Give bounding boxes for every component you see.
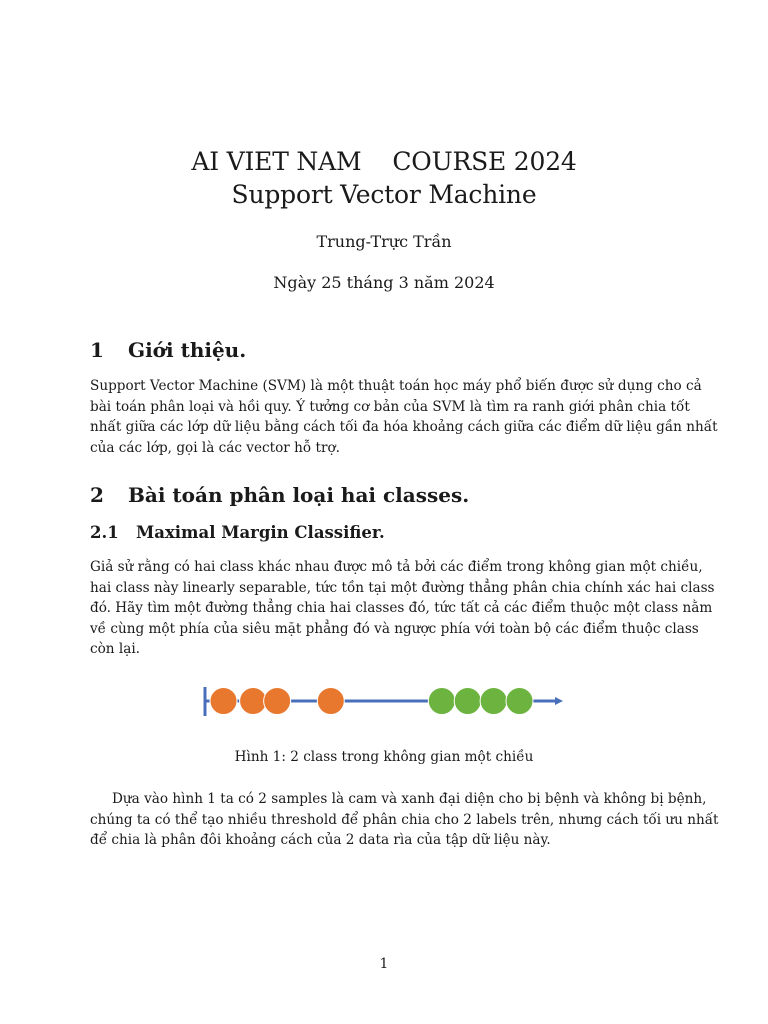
figure-1-caption: Hình 1: 2 class trong không gian một chiều — [234, 749, 534, 765]
section-2-number: 2 — [90, 483, 104, 507]
green-class-point — [480, 688, 507, 715]
green-class-point — [428, 688, 455, 715]
axis-arrow-icon — [555, 697, 563, 705]
paragraph-line: còn lại. — [90, 641, 140, 658]
section-1-title: Giới thiệu. — [128, 338, 247, 362]
paragraph-line: chúng ta có thể tạo nhiều threshold để phân chia cho 2 labels trên, nhưng cách tối ưu nhất — [90, 811, 719, 828]
section-2-title: Bài toán phân loại hai classes. — [128, 483, 470, 507]
title-line-2: Support Vector Machine — [231, 180, 537, 209]
paragraph-line: của các lớp, gọi là các vector hỗ trợ. — [90, 439, 340, 456]
title-line-1: AI VIET NAM COURSE 2024 — [191, 147, 577, 176]
one-dimensional-class-plot — [195, 680, 575, 724]
subsection-2-1-paragraph — [90, 557, 715, 660]
section-1-heading — [90, 338, 246, 362]
paragraph-line: hai class này linearly separable, tức tồn tại một đường thẳng phân chia chính xác hai class — [90, 579, 715, 596]
section-1-number: 1 — [90, 338, 104, 362]
paragraph-line: về cùng một phía của siêu mặt phẳng đó và ngược phía với toàn bộ các điểm thuộc class — [90, 620, 699, 637]
figure-1 — [195, 680, 575, 724]
orange-class-point — [210, 688, 237, 715]
paragraph-line: Giả sử rằng có hai class khác nhau được mô tả bởi các điểm trong không gian một chiều, — [90, 559, 703, 575]
paragraph-line: đó. Hãy tìm một đường thẳng chia hai classes đó, tức tất cả các điểm thuộc một class nằm — [90, 600, 713, 617]
subsection-2-1-number: 2.1 — [90, 523, 119, 542]
author: Trung-Trực Trần — [316, 232, 452, 251]
subsection-2-1-heading — [90, 523, 385, 542]
paragraph-line: để chia là phân đôi khoảng cách của 2 data rìa của tập dữ liệu này. — [90, 832, 551, 849]
subsection-2-1-title: Maximal Margin Classifier. — [136, 523, 385, 542]
section-2-heading — [90, 483, 469, 507]
orange-class-point — [317, 688, 344, 715]
orange-class-point — [264, 688, 291, 715]
paragraph-line: bài toán phân loại và hồi quy. Ý tưởng cơ bản của SVM là tìm ra ranh giới phân chia tốt — [90, 398, 690, 415]
section-1-paragraph — [90, 376, 718, 458]
paragraph-line: nhất giữa các lớp dữ liệu bằng cách tối đa hóa khoảng cách giữa các điểm dữ liệu gần nhất — [90, 419, 718, 436]
paragraph-line: Dựa vào hình 1 ta có 2 samples là cam và xanh đại diện cho bị bệnh và không bị bệnh, — [112, 791, 707, 807]
paragraph-line: Support Vector Machine (SVM) là một thuật toán học máy phổ biến được sử dụng cho cả — [90, 378, 702, 394]
green-class-point — [506, 688, 533, 715]
page-number: 1 — [379, 956, 389, 972]
orange-class-point — [240, 688, 267, 715]
discussion-paragraph — [90, 789, 719, 851]
green-class-point — [454, 688, 481, 715]
date: Ngày 25 tháng 3 năm 2024 — [273, 273, 495, 292]
